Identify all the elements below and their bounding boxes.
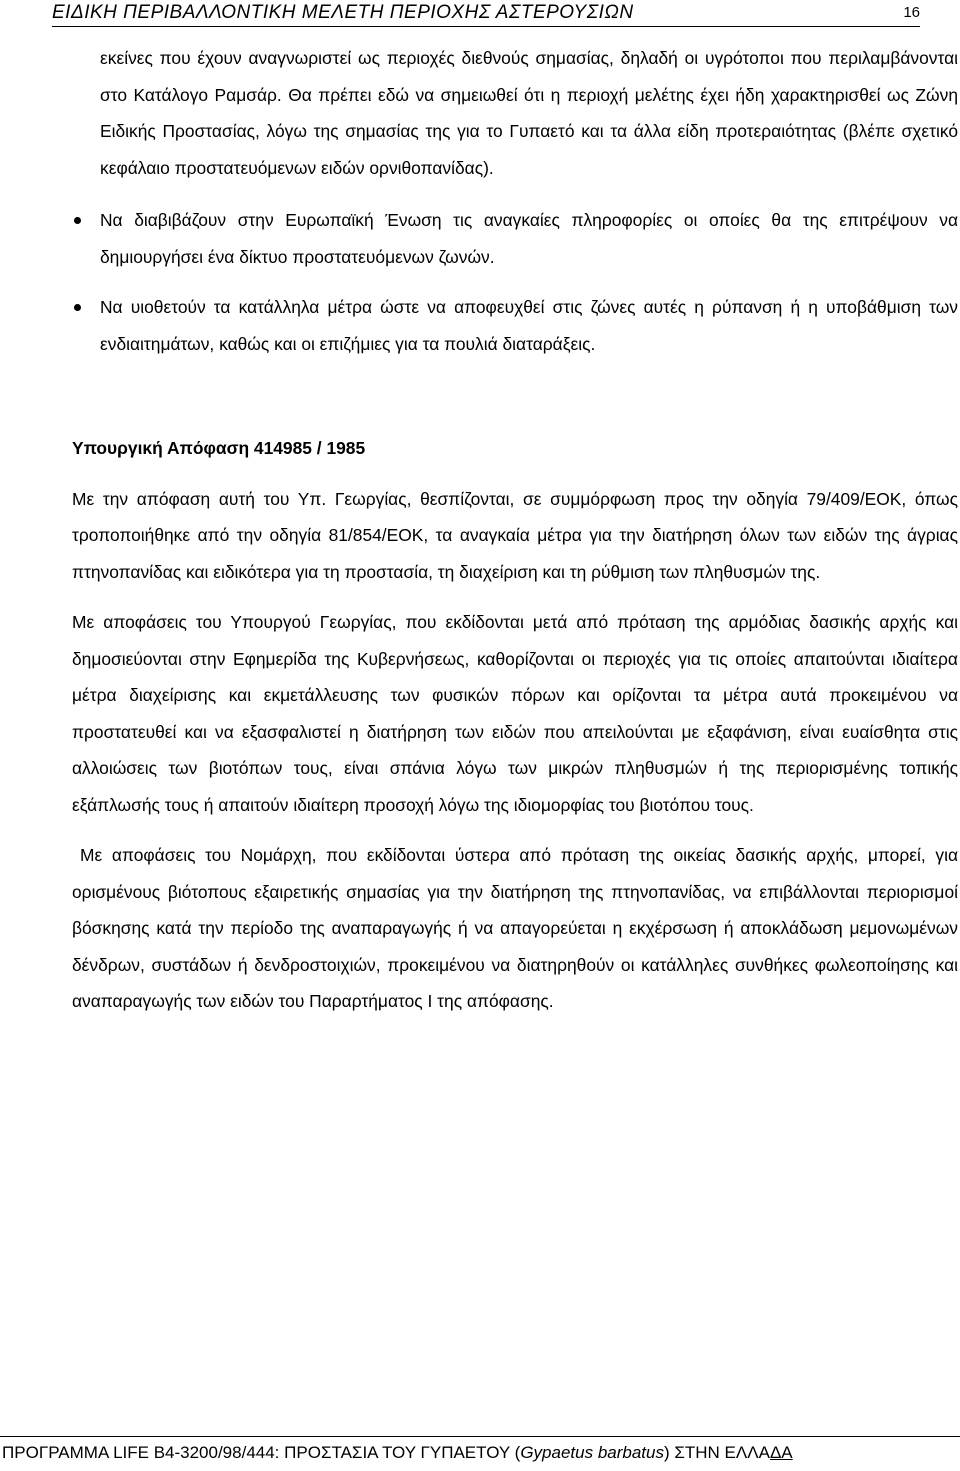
- bullet-text: Να υιοθετούν τα κατάλληλα μέτρα ώστε να αποφευχθεί στις ζώνες αυτές η ρύπανση ή η υποβάθμιση των ενδιαιτημάτων, καθώς και οι επιζήμιες για τα πουλιά διαταράξεις.: [100, 297, 958, 354]
- page-number: 16: [903, 4, 920, 21]
- page-header: [52, 0, 920, 27]
- paragraph: Με αποφάσεις του Υπουργού Γεωργίας, που εκδίδονται μετά από πρόταση της αρμόδιας δασικής αρχής και δημοσιεύονται στην Εφημερίδα της Κυβερνήσεως, καθορίζονται οι περιοχές για τις οποίες απαιτούνται ιδιαίτερα μέτρα διαχείρισης και εκμετάλλευσης των φυσικών πόρων και ορίζονται τα μέτρα αυτά προκειμένου να προστατευθεί και να εξασφαλιστεί η διατήρηση των ειδών που απειλούνται με εξαφάνιση, είναι ευαίσθητα στις αλλοιώσεις των βιοτόπων τους, είναι σπάνια λόγω των μικρών πληθυσμών ή της περιορισμένης τοπικής εξάπλωσής τους ή απαιτούν ιδιαίτερη προσοχή λόγω της ιδιομορφίας του βιοτόπου τους.: [72, 612, 958, 815]
- bullet-icon: [74, 217, 81, 224]
- paragraph: Με την απόφαση αυτή του Υπ. Γεωργίας, θεσπίζονται, σε συμμόρφωση προς την οδηγία 79/409/ΕΟΚ, όπως τροποποιήθηκε από την οδηγία 81/854/ΕΟΚ, τα αναγκαία μέτρα για την διατήρηση όλων των ειδών της άγριας πτηνοπανίδας και ειδικότερα για τη προστασία, τη διαχείριση και τη ρύθμιση των πληθυσμών της.: [72, 488, 958, 582]
- list-item: [72, 289, 958, 362]
- page-footer: [0, 1436, 960, 1471]
- section-heading: Υπουργική Απόφαση 414985 / 1985: [72, 438, 366, 458]
- bullet-list: [72, 202, 958, 362]
- intro-paragraph: εκείνες που έχουν αναγνωριστεί ως περιοχές διεθνούς σημασίας, δηλαδή οι υγρότοποι που περιλαμβάνονται στο Κατάλογο Ραμσάρ. Θα πρέπει εδώ να σημειωθεί ότι η περιοχή μελέτης έχει ήδη χαρακτηρισθεί ως Ζώνη Ειδικής Προστασίας, λόγω της σημασίας της για το Γυπαετό και τα άλλα είδη προτεραιότητας (βλέπε σχετικό κεφάλαιο προστατευόμενων ειδών ορνιθοπανίδας).: [100, 48, 958, 178]
- footer-suffix: ) ΣΤΗΝ ΕΛΛΑ: [663, 1443, 770, 1462]
- paragraph: Με αποφάσεις του Νομάρχη, που εκδίδονται ύστερα από πρόταση της οικείας δασικής αρχής, μπορεί, για ορισμένους βιότοπους εξαιρετικής σημασίας για την διατήρηση της πτηνοπανίδας, να επιβάλλονται περιορισμοί βόσκησης κατά την περίοδο της αναπαραγωγής ή να απαγορεύεται η εκχέρσωση ή αποκλάδωση μεμονωμένων δένδρων, συστάδων ή δενδροστοιχιών, προκειμένου να διατηρηθούν οι κατάλληλες συνθήκες φωλεοποίησης και αναπαραγωγής των ειδών του Παραρτήματος Ι της απόφασης.: [72, 845, 958, 1011]
- bullet-icon: [74, 304, 81, 311]
- document-body: [72, 40, 958, 1020]
- list-item: [72, 202, 958, 275]
- bullet-text: Να διαβιβάζουν στην Ευρωπαϊκή Ένωση τις αναγκαίες πληροφορίες οι οποίες θα της επιτρέψουν να δημιουργήσει ένα δίκτυο προστατευόμενων ζωνών.: [100, 210, 958, 267]
- species-name: Gypaetus barbatus: [520, 1443, 664, 1462]
- document-title: ΕΙΔΙΚΗ ΠΕΡΙΒΑΛΛΟΝΤΙΚΗ ΜΕΛΕΤΗ ΠΕΡΙΟΧΗΣ ΑΣΤΕΡΟΥΣΙΩΝ: [52, 2, 634, 23]
- footer-prefix: ΠΡΟΓΡΑΜΜΑ LIFE B4-3200/98/444: ΠΡΟΣΤΑΣΙΑ ΤΟΥ ΓΥΠΑΕΤΟΥ (: [2, 1443, 521, 1462]
- footer-text: [2, 1443, 793, 1463]
- footer-suffix-underlined: ΔΑ: [769, 1443, 793, 1462]
